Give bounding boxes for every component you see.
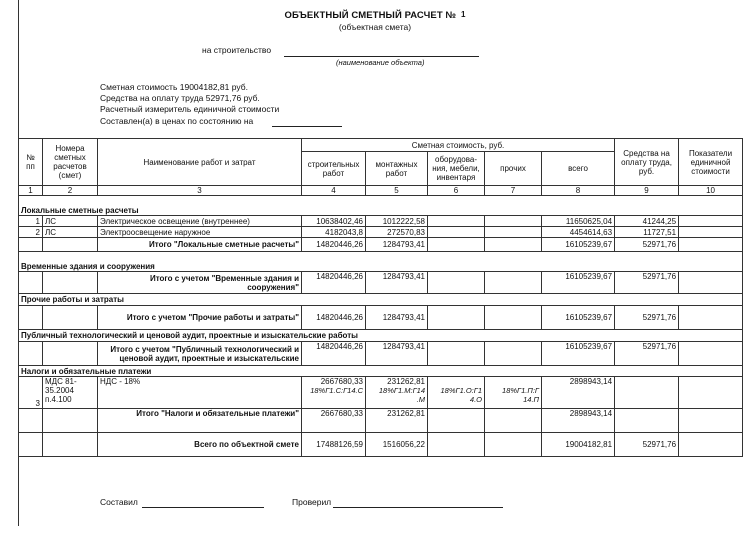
subtotal-row (19, 272, 743, 294)
grand-total-construction: 17488126,59 (302, 433, 366, 457)
section-taxes: Налоги и обязательные платежи (19, 366, 743, 377)
section-other: Прочие работы и затраты (19, 294, 743, 306)
row-installation: 231262,81 18%Г1.М:Г14 .М (366, 377, 428, 409)
subtotal-total: 16105239,67 (542, 306, 615, 330)
table-row (19, 227, 743, 238)
subtotal-construction: 14820446,26 (302, 306, 366, 330)
row-wages: 41244,25 (615, 216, 679, 227)
col-number: 2 (43, 186, 98, 196)
row-other (485, 227, 542, 238)
grand-total-total: 19004182,81 (542, 433, 615, 457)
col-number: 6 (428, 186, 485, 196)
row-name: Электрическое освещение (внутреннее) (98, 216, 302, 227)
col-number: 7 (485, 186, 542, 196)
row-estimate-ref: ЛС (43, 227, 98, 238)
section-temporary: Временные здания и сооружения (19, 252, 743, 272)
subtotal-row (19, 306, 743, 330)
row-unit-indicator (679, 216, 743, 227)
row-unit-indicator (679, 227, 743, 238)
header-unit-indicators: Показатели единичной стоимости (679, 139, 743, 186)
row-wages (615, 377, 679, 409)
grand-total-row (19, 433, 743, 457)
info-unit: Расчетный измеритель единичной стоимости (100, 104, 280, 114)
document-subtitle: (объектная смета) (338, 22, 412, 32)
col-number: 1 (19, 186, 43, 196)
grand-total-wages: 52971,76 (615, 433, 679, 457)
row-estimate-ref: ЛС (43, 216, 98, 227)
site-name-field (284, 56, 479, 57)
subtotal-total: 16105239,67 (542, 342, 615, 366)
site-label: на строительство (202, 45, 272, 55)
row-name: НДС - 18% (98, 377, 302, 409)
subtotal-label: Итого "Налоги и обязательные платежи" (98, 409, 302, 433)
row-num: 1 (19, 216, 43, 227)
compiled-by-field (142, 507, 264, 508)
col-number: 10 (679, 186, 743, 196)
header-estimates: Номера сметных расчетов (смет) (43, 139, 98, 186)
subtotal-installation: 231262,81 (366, 409, 428, 433)
compiled-by-label: Составил (100, 497, 138, 507)
section-audit: Публичный технологический и ценовой аудит, проектные и изыскательские работы (19, 330, 743, 342)
col-number: 5 (366, 186, 428, 196)
subtotal-wages: 52971,76 (615, 342, 679, 366)
subtotal-total: 2898943,14 (542, 409, 615, 433)
document-title: ОБЪЕКТНЫЙ СМЕТНЫЙ РАСЧЕТ № $^1$ (284, 10, 466, 21)
info-cost: Сметная стоимость 19004182,81 руб. (100, 82, 248, 92)
section-local: Локальные сметные расчеты (19, 196, 743, 216)
row-total: 11650625,04 (542, 216, 615, 227)
row-installation: 272570,83 (366, 227, 428, 238)
row-installation: 1012222,58 (366, 216, 428, 227)
estimate-table (18, 138, 743, 457)
info-labor: Средства на оплату труда 52971,76 руб. (100, 93, 260, 103)
row-num: 3 (19, 377, 43, 409)
subtotal-label: Итого с учетом "Публичный технологический и ценовой аудит, проектные и изыскательские (98, 342, 302, 366)
row-equipment (428, 227, 485, 238)
row-wages: 11727,51 (615, 227, 679, 238)
row-unit-indicator (679, 377, 743, 409)
table-row (19, 216, 743, 227)
subtotal-wages: 52971,76 (615, 306, 679, 330)
row-num: 2 (19, 227, 43, 238)
subtotal-row (19, 238, 743, 252)
subtotal-total: 16105239,67 (542, 238, 615, 252)
subtotal-wages: 52971,76 (615, 238, 679, 252)
subtotal-total: 16105239,67 (542, 272, 615, 294)
row-estimate-ref: МДС 81- 35.2004 п.4.100 (43, 377, 98, 409)
row-total: 4454614,63 (542, 227, 615, 238)
row-name: Электроосвещение наружное (98, 227, 302, 238)
row-construction: 10638402,46 (302, 216, 366, 227)
subtotal-installation: 1284793,41 (366, 306, 428, 330)
info-prices: Составлен(а) в ценах по состоянию на (100, 116, 254, 126)
header-cost-group: Сметная стоимость, руб. (302, 139, 615, 152)
header-wages: Средства на оплату труда, руб. (615, 139, 679, 186)
subtotal-construction: 14820446,26 (302, 342, 366, 366)
grand-total-label: Всего по объектной смете (98, 433, 302, 457)
grand-total-installation: 1516056,22 (366, 433, 428, 457)
subtotal-wages: 52971,76 (615, 272, 679, 294)
subtotal-installation: 1284793,41 (366, 238, 428, 252)
row-other (485, 216, 542, 227)
prices-date-field (272, 126, 342, 127)
row-equipment (428, 216, 485, 227)
estimate-number: 1 (460, 10, 466, 19)
checked-by-label: Проверил (292, 497, 332, 507)
col-number: 4 (302, 186, 366, 196)
checked-by-field (333, 507, 503, 508)
header-num: № пп (19, 139, 43, 186)
row-equipment: 18%Г1.О:Г1 4.О (428, 377, 485, 409)
subtotal-construction: 2667680,33 (302, 409, 366, 433)
row-total: 2898943,14 (542, 377, 615, 409)
row-other: 18%Г1.П:Г 14.П (485, 377, 542, 409)
header-construction: строительных работ (302, 152, 366, 186)
subtotal-label: Итого с учетом "Временные здания и сооружения" (98, 272, 302, 294)
subtotal-installation: 1284793,41 (366, 272, 428, 294)
col-number: 8 (542, 186, 615, 196)
header-equipment: оборудова-ния, мебели, инвентаря (428, 152, 485, 186)
subtotal-construction: 14820446,26 (302, 272, 366, 294)
header-name: Наименование работ и затрат (98, 139, 302, 186)
header-installation: монтажных работ (366, 152, 428, 186)
subtotal-installation: 1284793,41 (366, 342, 428, 366)
header-total: всего (542, 152, 615, 186)
table-row (19, 377, 743, 409)
subtotal-row (19, 409, 743, 433)
col-number: 9 (615, 186, 679, 196)
site-caption: (наименование объекта) (336, 58, 425, 67)
row-construction: 4182043,8 (302, 227, 366, 238)
subtotal-row (19, 342, 743, 366)
col-number: 3 (98, 186, 302, 196)
subtotal-construction: 14820446,26 (302, 238, 366, 252)
header-other: прочих (485, 152, 542, 186)
subtotal-label: Итого "Локальные сметные расчеты" (98, 238, 302, 252)
row-construction: 2667680,33 18%Г1.С:Г14.С (302, 377, 366, 409)
subtotal-label: Итого с учетом "Прочие работы и затраты" (98, 306, 302, 330)
